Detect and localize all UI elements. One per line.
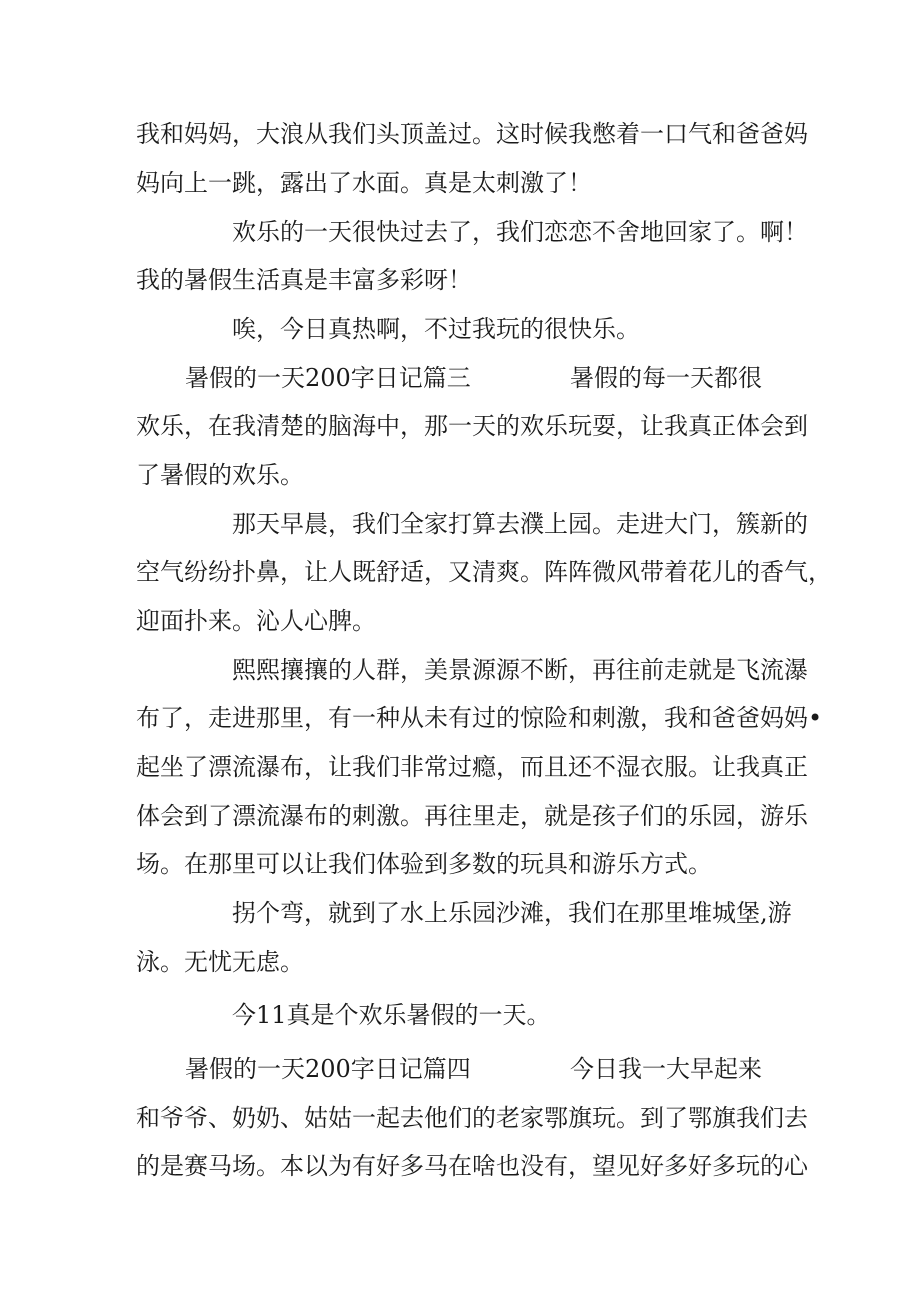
text-line: 今日我一大早起来 (570, 1055, 762, 1083)
section-heading: 暑假的一天200字日记篇四 (185, 1055, 471, 1083)
text-line: 那天早晨，我们全家打算去濮上园。走进大门，簇新的 (232, 510, 808, 538)
text-line: 空气纷纷扑鼻，让人既舒适，又清爽。阵阵微风带着花儿的香气， (136, 558, 832, 586)
text-line: 拐个弯，就到了水上乐园沙滩，我们在那里堆城堡,游 (232, 899, 792, 927)
text-line: 场。在那里可以让我们体验到多数的玩具和游乐方式。 (136, 850, 712, 878)
text-line: 熙熙攘攘的人群，美景源源不断，再往前走就是飞流瀑 (232, 656, 808, 684)
text-line: 暑假的每一天都很 (570, 364, 762, 392)
text-line: 体会到了漂流瀑布的刺激。再往里走，就是孩子们的乐园，游乐 (136, 802, 808, 830)
text-line: 的是赛马场。本以为有好多马在啥也没有，望见好多好多玩的心 (136, 1152, 808, 1180)
text-line: 布了，走进那里，有一种从未有过的惊险和刺激，我和爸爸妈妈• (136, 704, 823, 732)
text-line: 欢乐的一天很快过去了，我们恋恋不舍地回家了。啊！ (232, 218, 808, 246)
text-line: 泳。无忧无虑。 (136, 948, 304, 976)
text-line: 了暑假的欢乐。 (136, 461, 304, 489)
text-line: 和爷爷、奶奶、姑姑一起去他们的老家鄂旗玩。到了鄂旗我们去 (136, 1104, 808, 1132)
text-line: 唉，今日真热啊，不过我玩的很快乐。 (232, 315, 640, 343)
text-line: 我和妈妈，大浪从我们头顶盖过。这时候我憋着一口气和爸爸妈 (136, 120, 808, 148)
text-line: 今11真是个欢乐暑假的一天。 (232, 1001, 551, 1029)
text-line: 我的暑假生活真是丰富多彩呀！ (136, 266, 472, 294)
section-heading: 暑假的一天200字日记篇三 (185, 364, 471, 392)
text-line: 妈向上一跳，露出了水面。真是太刺激了！ (136, 169, 592, 197)
text-line: 迎面扑来。沁人心脾。 (136, 607, 376, 635)
text-line: 欢乐，在我清楚的脑海中，那一天的欢乐玩耍，让我真正体会到 (136, 412, 808, 440)
text-line: 起坐了漂流瀑布，让我们非常过瘾，而且还不湿衣服。让我真正 (136, 753, 808, 781)
